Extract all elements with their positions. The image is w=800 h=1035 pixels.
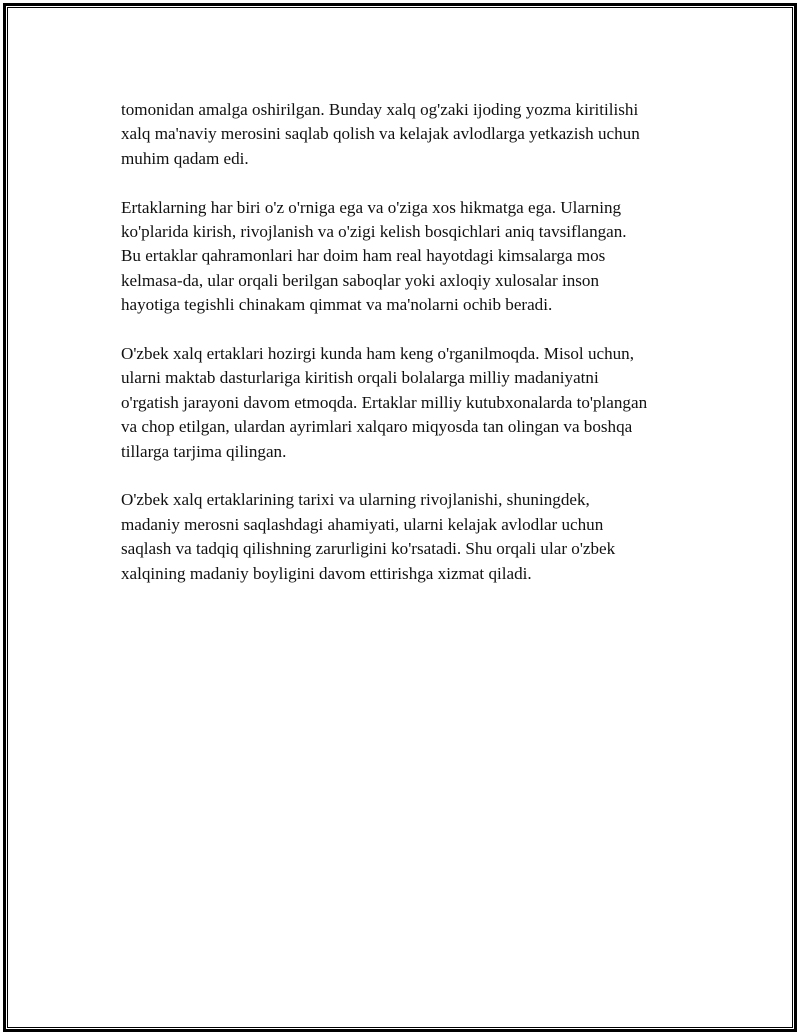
paragraph-1: tomonidan amalga oshirilgan. Bunday xalq og'zaki ijoding yozma kiritilishi xalq ma'naviy merosini saqlab qolish va kelajak avlodlarga yetkazish uchun muhim qadam edi. bbox=[121, 100, 640, 168]
document-body bbox=[121, 98, 701, 610]
paragraph-4: O'zbek xalq ertaklarining tarixi va ularning rivojlanishi, shuningdek, madaniy merosni saqlashdagi ahamiyati, ularni kelajak avlodlar uchun saqlash va tadqiq qilishning zarurligini ko'rsatadi. Shu orqali ular o'zbek xalqining madaniy boyligini davom ettirishga xizmat qiladi. bbox=[121, 490, 616, 583]
paragraph-3: O'zbek xalq ertaklari hozirgi kunda ham keng o'rganilmoqda. Misol uchun, ularni maktab dasturlariga kiritish orqali bolalarga milliy madaniyatni o'rgatish jarayoni davom etmoqda. Ertaklar milliy kutubxonalarda to'plangan va chop etilgan, ulardan ayrimlari xalqaro miqyosda tan olingan va boshqa tillarga tarjima qilingan. bbox=[121, 344, 648, 461]
paragraph-2: Ertaklarning har biri o'z o'rniga ega va o'ziga xos hikmatga ega. Ularning ko'plarida kirish, rivojlanish va o'zigi kelish bosqichlari aniq tavsiflangan. Bu ertaklar qahramonlari har doim ham real hayotdagi kimsalarga mos kelmasa-da, ular orqali berilgan saboqlar yoki axloqiy xulosalar inson hayotiga tegishli chinakam qimmat va ma'nolarni ochib beradi. bbox=[121, 197, 627, 315]
page-border bbox=[3, 3, 797, 1032]
